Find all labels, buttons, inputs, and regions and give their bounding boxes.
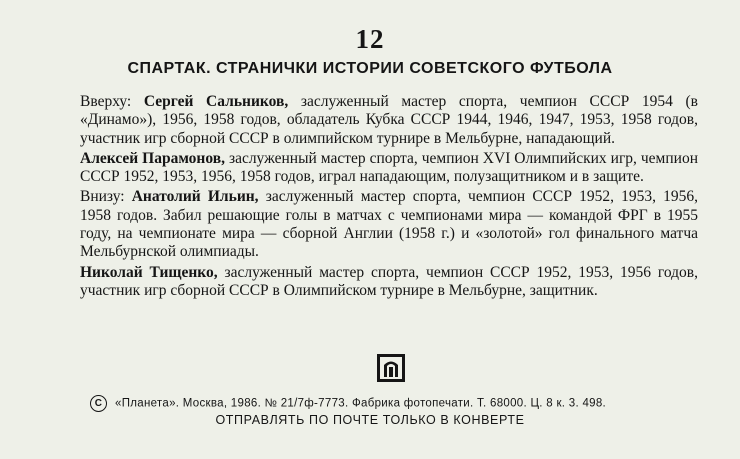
caption-paragraph: [80, 150, 698, 187]
page-title: СПАРТАК. СТРАНИЧКИ ИСТОРИИ СОВЕТСКОГО ФУТБОЛА: [127, 60, 613, 77]
player-name: Алексей Парамонов,: [80, 149, 225, 167]
caption-paragraph: [80, 188, 698, 261]
planeta-publisher-logo-icon: [376, 353, 406, 383]
copyright-icon: С: [90, 395, 107, 412]
player-name: Сергей Сальников,: [143, 93, 289, 110]
caption-lead: Внизу:: [80, 188, 132, 206]
caption-text: [80, 93, 698, 302]
player-name: Николай Тищенко,: [80, 263, 218, 281]
mailing-instruction: ОТПРАВЛЯТЬ ПО ПОЧТЕ ТОЛЬКО В КОНВЕРТЕ: [215, 413, 525, 427]
caption-paragraph: [80, 93, 698, 148]
imprint-text: «Планета». Москва, 1986. № 21/7ф-7773. Фабрика фотопечати. Т. 68000. Ц. 8 к. 3. 498.: [115, 397, 607, 410]
player-description: заслуженный мастер спорта, чемпион СССР 1952, 1953, 1956, 1958 годов. Забил решающие голы в матчах с чемпионами мира — командой ФРГ в 1955 году, на чемпионате мира — сборной Англии (1958 г.) и «золотой» гол финального матча Мельбурнской олимпиады.: [80, 188, 699, 261]
publisher-imprint: [90, 395, 710, 412]
caption-paragraph: [80, 264, 698, 301]
caption-lead: Вверху:: [80, 93, 144, 110]
player-name: Анатолий Ильин,: [131, 188, 259, 206]
player-description: заслуженный мастер спорта, чемпион СССР 1954 (в «Динамо»), 1956, 1958 годов, обладатель Кубка СССР 1944, 1946, 1947, 1953, 1958 годов, участник игр сборной СССР в олимпийском турнире в Мельбурне, нападающий.: [80, 93, 698, 147]
player-description: заслуженный мастер спорта, чемпион СССР 1952, 1953, 1956 годов, участник игр сборной СССР в Олимпийском турнире в Мельбурне, защитник.: [80, 263, 698, 299]
player-description: заслуженный мастер спорта, чемпион XVI Олимпийских игр, чемпион СССР 1952, 1953, 1956, 1958 годов, играл нападающим, полузащитником и в защите.: [80, 149, 698, 186]
page-number: 12: [355, 24, 385, 54]
